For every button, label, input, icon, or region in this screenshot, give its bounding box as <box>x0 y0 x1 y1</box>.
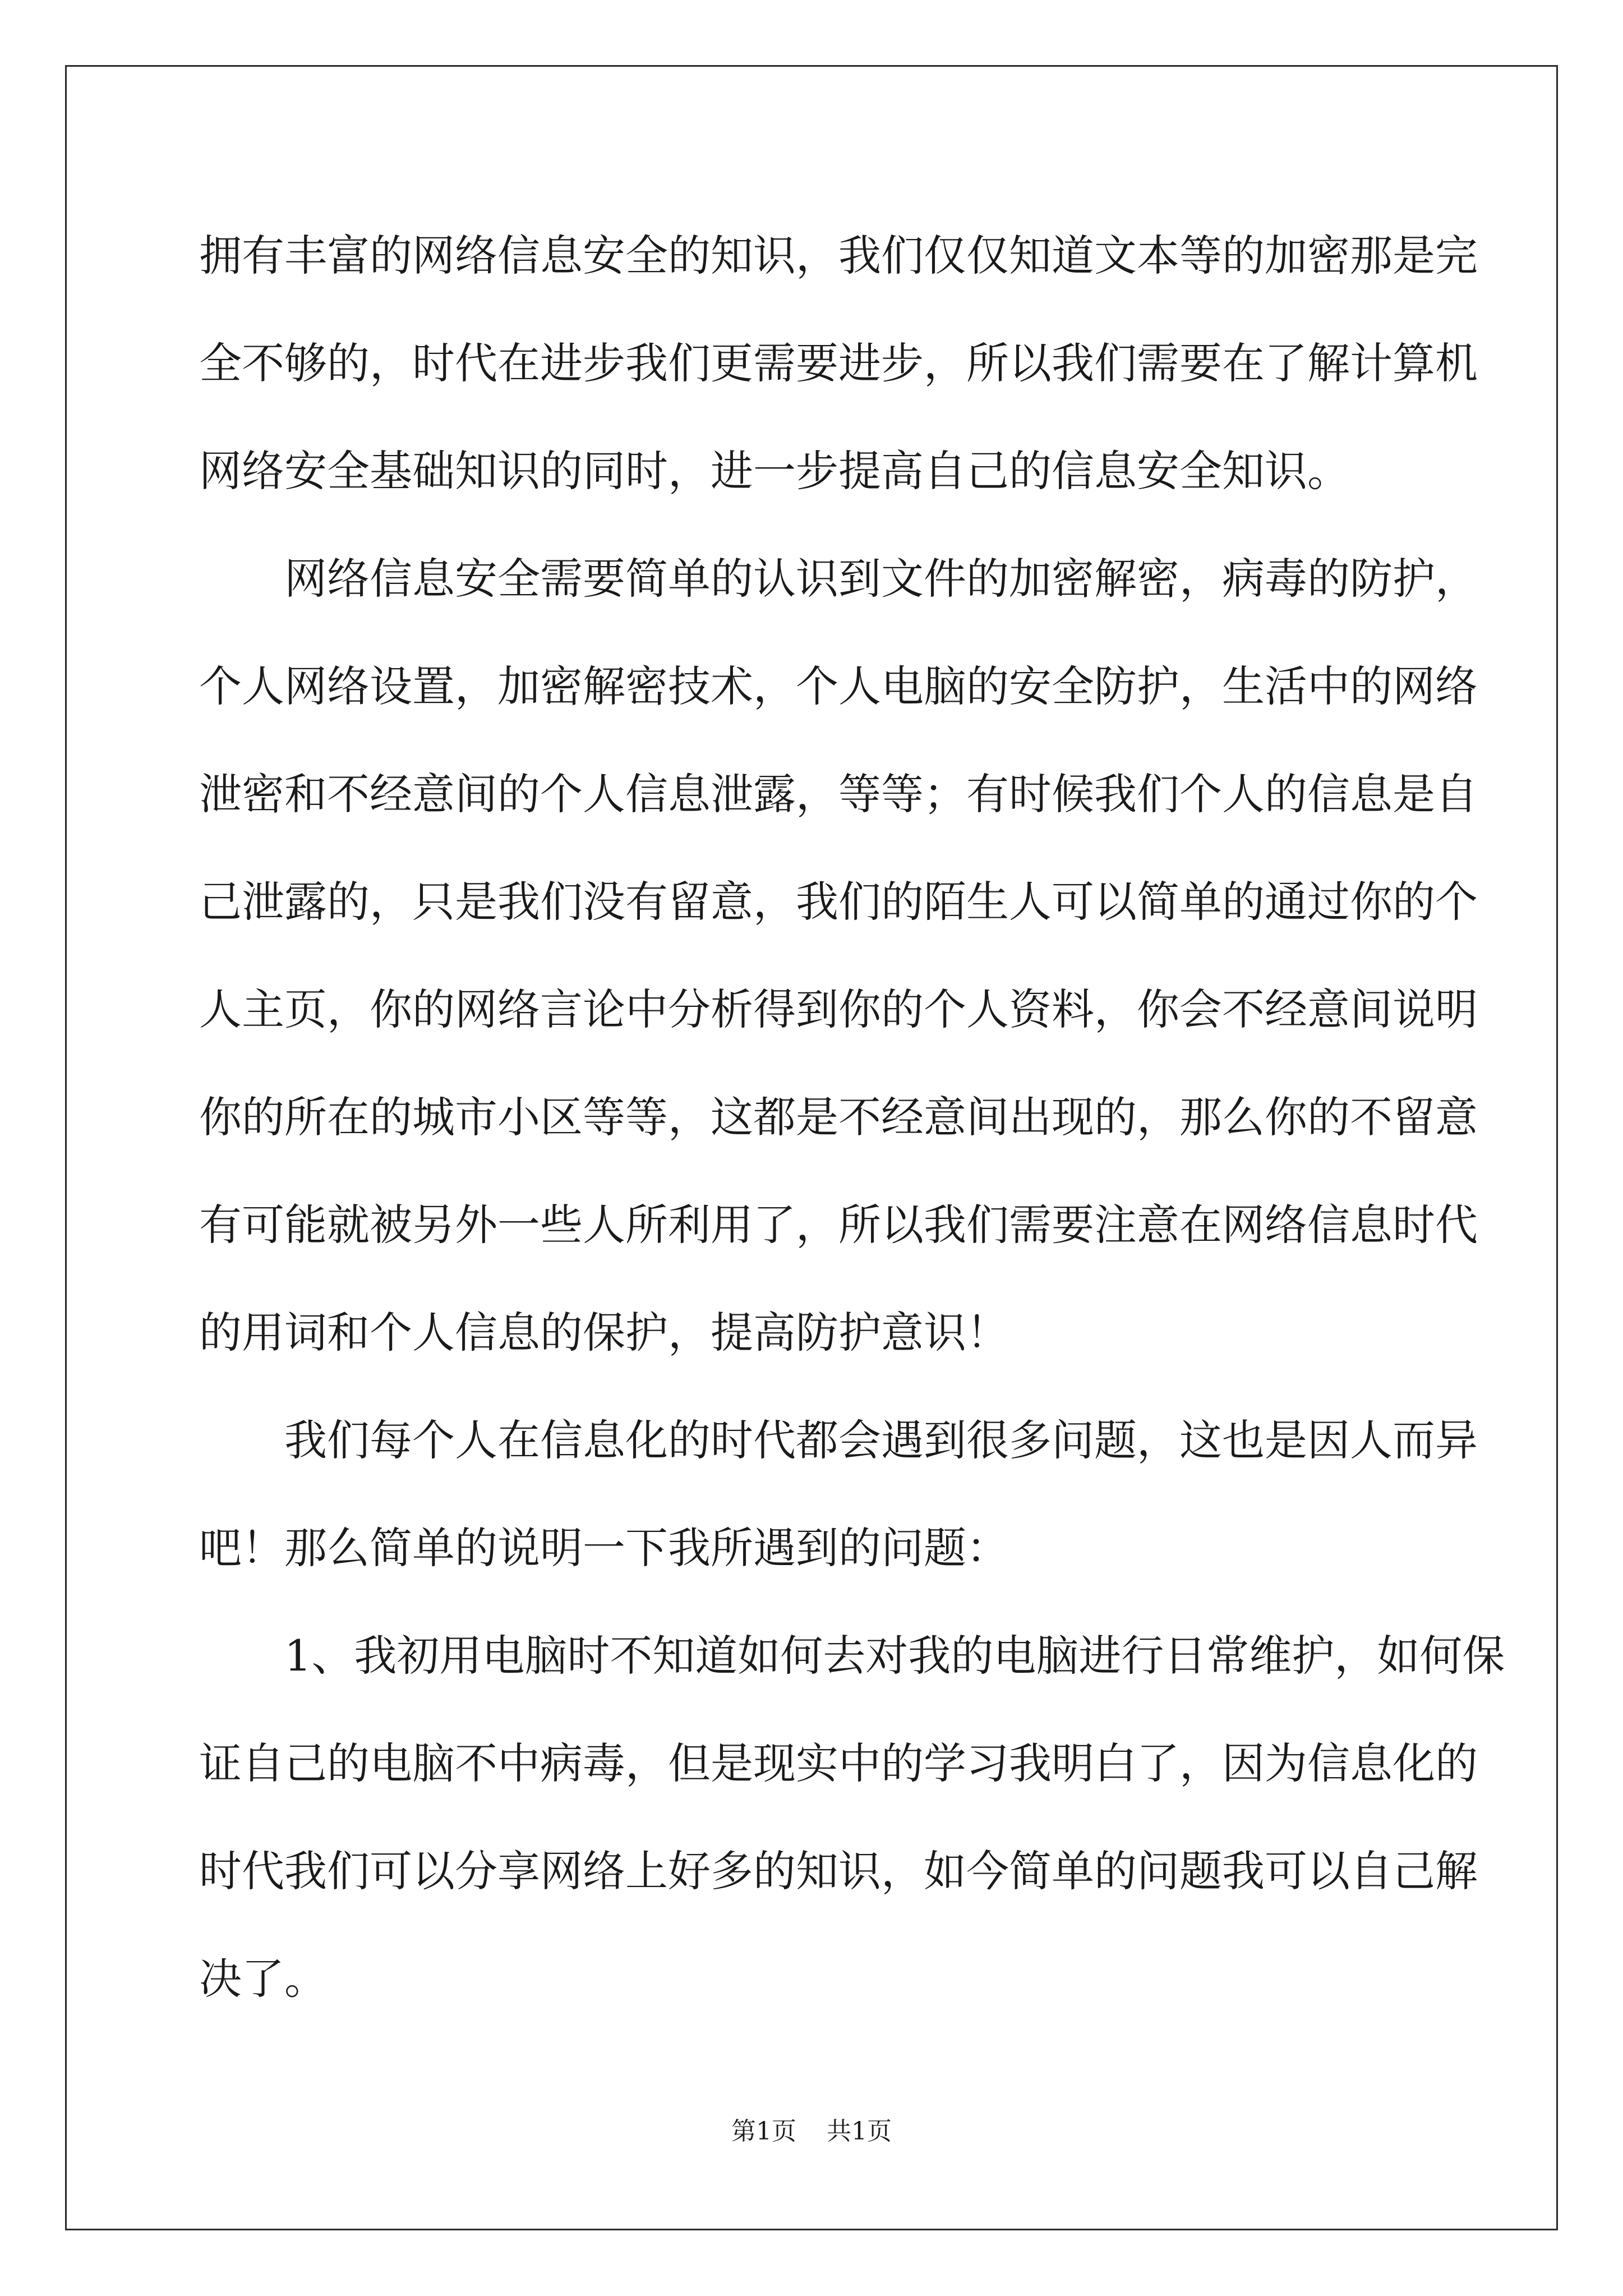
text-line: 决了。 <box>199 1954 327 2004</box>
text-line: 1、我初用电脑时不知道如何去对我的电脑进行日常维护，如何保 <box>284 1631 1505 1681</box>
text-line: 的用词和个人信息的保护，提高防护意识！ <box>199 1308 1009 1358</box>
text-line: 网络安全基础知识的同时，进一步提高自己的信息安全知识。 <box>199 446 1350 496</box>
text-line: 网络信息安全需要简单的认识到文件的加密解密，病毒的防护， <box>284 554 1478 604</box>
text-line: 时代我们可以分享网络上好多的知识，如今简单的问题我可以自己解 <box>199 1846 1478 1896</box>
text-line: 我们每个人在信息化的时代都会遇到很多问题，这也是因人而异 <box>284 1415 1478 1465</box>
page-footer <box>0 2115 1623 2148</box>
text-line: 你的所在的城市小区等等，这都是不经意间出现的，那么你的不留意 <box>199 1092 1478 1142</box>
text-line: 泄密和不经意间的个人信息泄露，等等；有时候我们个人的信息是自 <box>199 769 1478 819</box>
text-line: 己泄露的，只是我们没有留意，我们的陌生人可以简单的通过你的个 <box>199 877 1478 927</box>
page-number-total: 共1页 <box>827 2117 892 2146</box>
text-line: 拥有丰富的网络信息安全的知识，我们仅仅知道文本等的加密那是完 <box>199 231 1478 280</box>
text-line: 有可能就被另外一些人所利用了，所以我们需要注意在网络信息时代 <box>199 1200 1478 1250</box>
document-body <box>199 202 1505 2033</box>
text-line: 个人网络设置，加密解密技术，个人电脑的安全防护，生活中的网络 <box>199 661 1478 711</box>
text-line: 吧！那么简单的说明一下我所遇到的问题： <box>199 1523 1009 1573</box>
text-line: 证自己的电脑不中病毒，但是现实中的学习我明白了，因为信息化的 <box>199 1738 1478 1788</box>
text-line: 人主页，你的网络言论中分析得到你的个人资料，你会不经意间说明 <box>199 984 1478 1034</box>
page-number-current: 第1页 <box>731 2117 796 2146</box>
text-line: 全不够的，时代在进步我们更需要进步，所以我们需要在了解计算机 <box>199 338 1478 388</box>
